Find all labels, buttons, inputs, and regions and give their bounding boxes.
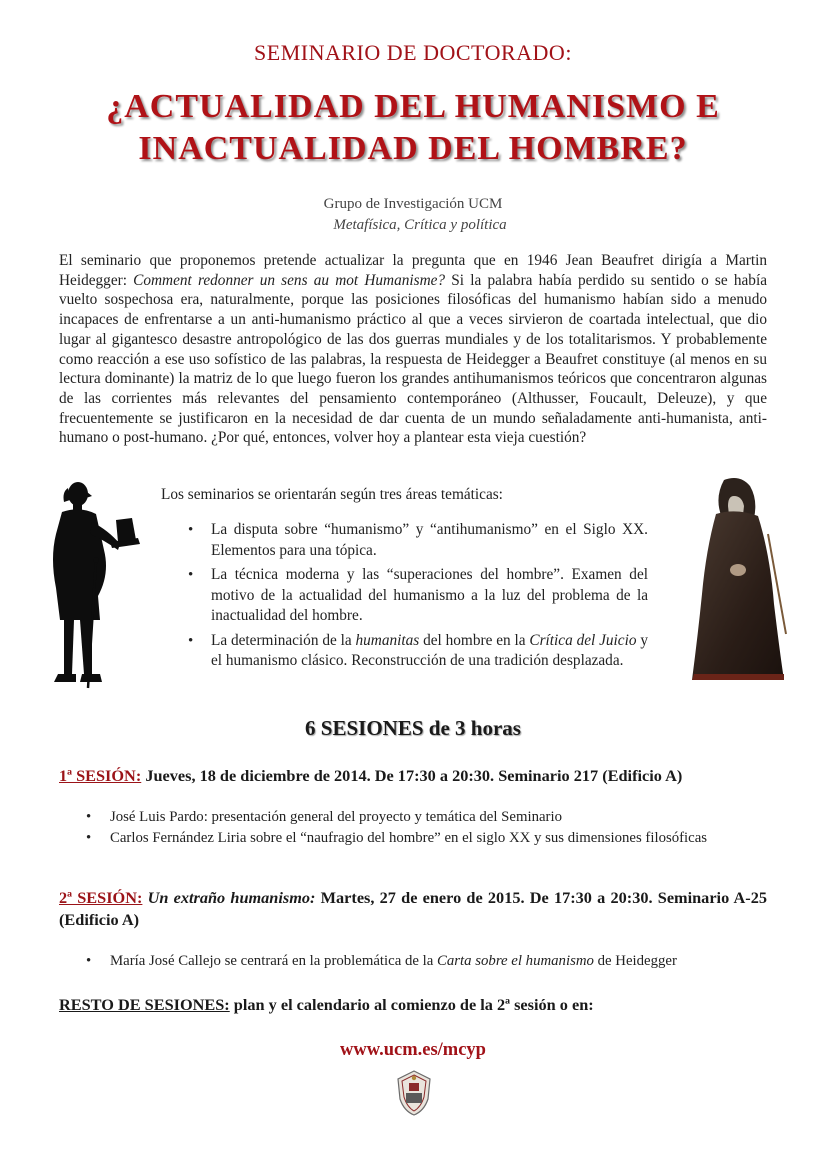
session-2-title: Un extraño humanismo: (142, 888, 316, 907)
list-item: • María José Callejo se centrará en la problemática de la Carta sobre el humanismo de Heidegger (86, 952, 767, 972)
title-line-2: INACTUALIDAD DEL HOMBRE? (138, 130, 688, 167)
intro-quote: Comment redonner un sens au mot Humanisme? (133, 271, 446, 289)
session-1-talks (86, 808, 767, 849)
session-1-tag: 1ª SESIÓN: (59, 766, 142, 785)
session-2-tag: 2ª SESIÓN: (59, 888, 143, 907)
seminar-kicker: SEMINARIO DE DOCTORADO: (254, 40, 572, 65)
list-item: • La técnica moderna y las “superaciones del hombre”. Examen del motivo de la actualidad del humanismo a la luz del problema de la inactualidad del hombre. (188, 565, 648, 627)
remaining-sessions-text: plan y el calendario al comienzo de la 2ª sesión o en: (229, 995, 594, 1014)
intro-text-2: Si la palabra había perdido su sentido o se había vuelto sospechosa era, naturalmente, porque las posiciones filosóficas del humanismo habían sido a menudo incapaces de enfrentarse a un anti-humanismo práctico al que a veces sirvieron de coartada intelectual, que dio lugar al gigantesco desastre antropológico de las dos guerras mundiales y de los totalitarismos. Y probablemente como reacción a ese uso sofístico de las palabras, la respuesta de Heidegger a Beaufret constituye (al menos en su lectura dominante) la matriz de lo que luego fueron los grandes antihumanismos teóricos que concentraron algunas de las corrientes más relevantes del pensamiento contemporáneo (Althusser, Foucault, Deleuze), y que frecuentemente se justificaron en la necesidad de dar cuenta de un mundo señaladamente anti-humanista, anti-humano o post-humano. ¿Por qué, entonces, volver hoy a plantear esta vieja cuestión? (59, 271, 767, 447)
website-link[interactable]: www.ucm.es/mcyp (340, 1040, 486, 1060)
research-group (0, 194, 826, 236)
thematic-areas-list (188, 520, 648, 676)
group-name: Grupo de Investigación UCM (323, 196, 503, 212)
page-title (0, 86, 826, 170)
sessions-heading: 6 SESIONES de 3 horas (305, 716, 521, 740)
session-2-talks (86, 952, 767, 973)
intro-paragraph (59, 251, 767, 448)
session-2-details: Martes, 27 de enero de 2015. De 17:30 a 20:30. Seminario A-25 (Edificio A) (59, 888, 767, 929)
session-1-header (59, 765, 767, 787)
title-line-1: ¿ACTUALIDAD DEL HUMANISMO E (106, 88, 720, 125)
list-item: • La determinación de la humanitas del hombre en la Crítica del Juicio y el humanismo clásico. Reconstrucción de una tradición desplazada. (188, 631, 648, 672)
list-item: • José Luis Pardo: presentación general del proyecto y temática del Seminario (86, 808, 767, 828)
list-item: • La disputa sobre “humanismo” y “antihumanismo” en el Siglo XX. Elementos para una tópica. (188, 520, 648, 561)
university-seal-icon (394, 1069, 434, 1117)
session-1-details: Jueves, 18 de diciembre de 2014. De 17:30 a 20:30. Seminario 217 (Edificio A) (141, 766, 683, 785)
remaining-sessions-label: RESTO DE SESIONES: (59, 995, 230, 1014)
list-item: • Carlos Fernández Liria sobre el “naufragio del hombre” en el siglo XX y sus dimensiones filosóficas (86, 829, 767, 849)
group-subtitle: Metafísica, Crítica y política (333, 217, 507, 233)
hooded-monk-illustration (684, 474, 790, 686)
areas-lead: Los seminarios se orientarán según tres áreas temáticas: (161, 486, 503, 503)
session-2-header (59, 887, 767, 931)
remaining-sessions (59, 994, 767, 1016)
gentleman-silhouette-illustration (40, 478, 146, 692)
intro-text-1: El seminario que proponemos pretende actualizar la pregunta que en 1946 Jean Beaufret dirigía a Martin Heidegger: (59, 252, 767, 289)
